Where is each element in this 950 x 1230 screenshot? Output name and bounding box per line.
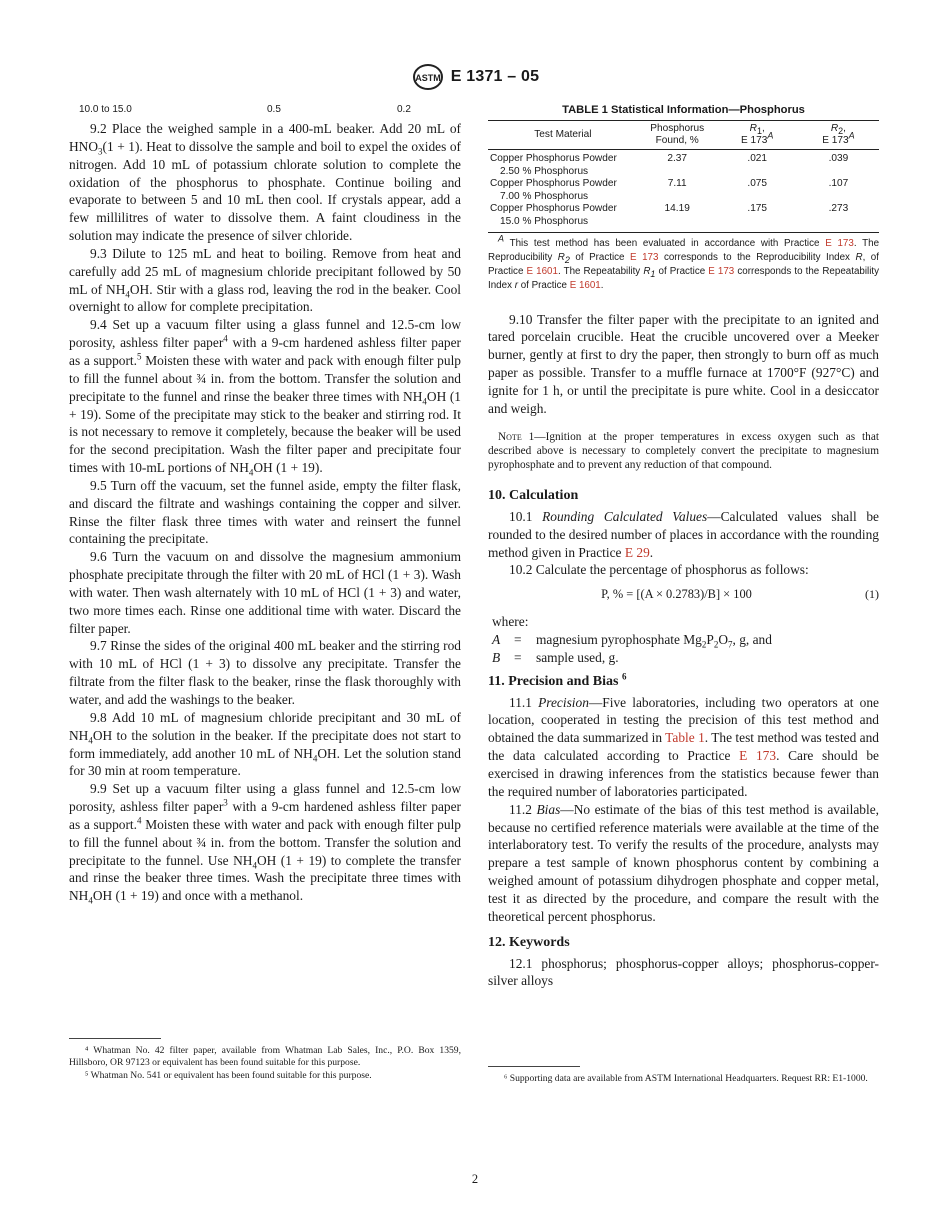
paragraph-9-7: 9.7 Rinse the sides of the original 400 mL beaker and the stirring rod with 10 mL of HCl (1 + 3) to dissolve any precipitate. Transfer the filtrate from the filter flask to the beaker, rinse the flask thoroughly with water, and add the washings to the beaker.: [69, 638, 461, 707]
definition-a: A = magnesium pyrophosphate $Mg_2P_2O_7$, g, and: [492, 632, 772, 650]
table-header-row: [488, 121, 879, 150]
paragraph-11-2: 11.2 Bias—No estimate of the bias of this test method is available, because no certified reference materials were available at the time of the interlaboratory test. To verify the results of the procedure, analysts may prepare a test sample of known phosphorus content by combining a weighed amount of potassium dihydrogen phosphate and copper metal, test it as directed by the procedure, and compare the result with the theoretical percent phosphorus.: [488, 801, 879, 924]
paragraph-9-8: 9.8 Add 10 mL of magnesium chloride precipitant and 30 mL of $NH_4OH$ to the solution in the beaker. If the precipitate does not start to form immediately, add another 10 mL of $NH_4OH$. Let the solution stand for 30 min at room temperature.: [69, 709, 461, 779]
link-e1601[interactable]: E 1601: [569, 279, 601, 291]
footnote-rule: [69, 1038, 161, 1039]
prev-cell: 10.0 to 15.0: [79, 104, 132, 115]
link-e29[interactable]: E 29: [624, 544, 650, 560]
found-cell: 7.11: [667, 178, 687, 190]
equation-body: P, % = [(A × 0.2783)/B] × 100: [601, 586, 752, 601]
section-10-heading: 10. Calculation: [488, 487, 579, 503]
r1-cell: .175: [717, 203, 798, 232]
r2-cell: .107: [828, 178, 849, 190]
note-1: Note 1—Ignition at the proper temperatures in excess oxygen such as that described above is necessary to completely convert the precipitate to magnesium pyrophosphate and to prevent any reduction of that compound.: [488, 430, 879, 472]
link-e1601[interactable]: E 1601: [526, 265, 558, 277]
left-column: [69, 104, 461, 905]
definition-b: B = sample used, g.: [492, 649, 619, 665]
paragraph-10-2: 10.2 Calculate the percentage of phosphorus as follows:: [509, 562, 809, 578]
footnote-5: ⁵ Whatman No. 541 or equivalent has been found suitable for this purpose.: [85, 1069, 372, 1081]
prev-cell: 0.5: [267, 104, 281, 115]
where-label: where:: [492, 614, 529, 630]
link-e173[interactable]: E 173: [825, 237, 854, 249]
right-column: [488, 104, 879, 990]
link-e173[interactable]: E 173: [708, 265, 735, 277]
document-id: E 1371 – 05: [450, 68, 540, 85]
section-12-heading: 12. Keywords: [488, 934, 570, 950]
r2-cell: .273: [798, 203, 879, 232]
page-number: 2: [471, 1172, 479, 1186]
paragraph-12-1: 12.1 phosphorus; phosphorus-copper alloys; phosphorus-copper-silver alloys: [488, 955, 879, 989]
astm-logo-icon: [411, 62, 445, 92]
material-cell: Copper Phosphorus Powder 7.00 % Phosphorus: [490, 178, 617, 202]
left-footnotes: [69, 1038, 461, 1082]
table-1-footnote: $^A$ This test method has been evaluated in accordance with Practice E 173. The Reproducibility $R_2$ of Practice E 173 corresponds to the Reproducibility Index R, of Practice E 1601. The Repeatability $R_1$ of Practice E 173 corresponds to the Repeatability Index r of Practice E 1601.: [488, 233, 880, 291]
prev-cell: 0.2: [397, 104, 411, 115]
previous-table-row: [69, 104, 461, 118]
link-e173[interactable]: E 173: [630, 251, 659, 263]
paragraph-9-2: 9.2 Place the weighed sample in a 400-mL beaker. Add 20 mL of $HNO_3(1 + 1)$. Heat to dissolve the sample and boil to expel the oxides of nitrogen. Add 10 mL of potassium chlorate solution to complete the oxidation of the phosphorus to phosphate. Continue boiling and evaporate to between 5 and 10 mL then cool. If crystals appear, add a few millilitres of water to dissolve them. A faint cloudiness in the solution may indicate the presence of silver chloride.: [69, 121, 461, 244]
material-cell: Copper Phosphorus Powder 2.50 % Phosphorus: [490, 153, 617, 177]
table-1: [488, 120, 879, 233]
paragraph-9-5: 9.5 Turn off the vacuum, set the funnel aside, empty the filter flask, and discard the filtrate and washings containing the copper and silver. Rinse the filter flask three times with water and reinsert the funnel containing the precipitate.: [69, 477, 461, 547]
paragraph-9-4: 9.4 Set up a vacuum filter using a glass funnel and 12.5-cm low porosity, ashless filter paper$^4$ with a 9-cm hardened ashless filter paper as a support.$^5$ Moisten these with water and pack with enough filter pulp to fill the funnel about ¾ in. from the bottom. Transfer the solution and precipitate to the funnel and rinse the beaker three times with $NH_4OH$ (1 + 19). Some of the precipitate may stick to the beaker and stirring rod. It is not necessary to remove it completely, because the beaker will be used for the second precipitation. Wash the filter paper and precipitate four times with 10-mL portions of $NH_4OH$ (1 + 19).: [69, 317, 462, 478]
table-row: [488, 150, 879, 179]
link-e173[interactable]: E 173: [739, 748, 777, 764]
right-footnotes: [488, 1066, 879, 1085]
material-cell: Copper Phosphorus Powder 15.0 % Phosphorus: [488, 203, 638, 232]
footnote-4: ⁴ Whatman No. 42 filter paper, available from Whatman Lab Sales, Inc., P.O. Box 1359, Hillsboro, OR 97123 or equivalent has been found suitable for this purpose.: [69, 1045, 461, 1069]
paragraph-9-10: 9.10 Transfer the filter paper with the precipitate to an ignited and tared porcelain crucible. Heat the crucible uncovered over a Meeker burner, gently at first to dry the paper, then strongly to burn off as much paper as possible. Transfer to a muffle furnace at 1700°F (927°C) and ignite for 1 h, or until the precipitate is pure white. Cool in a desiccator and weigh.: [488, 311, 879, 416]
r2-cell: .039: [828, 153, 849, 164]
paragraph-9-6: 9.6 Turn the vacuum on and dissolve the magnesium ammonium phosphate precipitate through the filter with 20 mL of HCl (1 + 3). Wash with water. Then wash alternately with 10 mL of HCl (1 + 3) and water, two more times each. Rinse one additional time with water. Discard the filter paper.: [69, 549, 461, 636]
paragraph-10-1: 10.1 Rounding Calculated Values—Calculated values shall be rounded to the desired number of places in accordance with the rounding method given in Practice E 29.: [488, 508, 879, 560]
paragraph-11-1: 11.1 Precision—Five laboratories, including two operators at one location, cooperated in testing the precision of this test method and obtained the data summarized in Table 1. The test method was tested and the data calculated according to Practice E 173. Care should be exercised in drawing inferences from the statistics because fewer than the required number of laboratories participated.: [488, 694, 879, 799]
found-cell: 2.37: [667, 153, 688, 164]
found-cell: 14.19: [638, 203, 717, 232]
r1-cell: .021: [747, 153, 768, 164]
paragraph-9-9: 9.9 Set up a vacuum filter using a glass funnel and 12.5-cm low porosity, ashless filter paper$^3$ with a 9-cm hardened ashless filter paper as a support.$^4$ Moisten these with water and pack with enough filter pulp to fill the funnel about ¾ in. from the bottom. Transfer the solution and precipitate to the funnel. Use $NH_4OH$ (1 + 19) to complete the transfer and rinse the beaker three times. Wash the precipitate three times with $NH_4OH$ (1 + 19) and once with a methanol.: [69, 781, 462, 906]
paragraph-9-3: 9.3 Dilute to 125 mL and heat to boiling. Remove from heat and carefully add 25 mL of magnesium chloride precipitant followed by 50 mL of $NH_4OH$. Stir with a glass rod, leaving the rod in the beaker. Cool overnight to allow for complete precipitation.: [69, 245, 461, 315]
table-row: [488, 203, 879, 232]
header-test-material: Test Material: [488, 121, 638, 150]
footnote-rule: [488, 1066, 580, 1067]
svg-text:ASTM: ASTM: [415, 73, 441, 83]
section-11-heading: 11. Precision and Bias $^6$: [488, 670, 627, 689]
header-r2: $R_2$, E $173^A$: [798, 121, 879, 150]
header-r1: $R_1$, E $173^A$: [717, 121, 798, 150]
footnote-6: ⁶ Supporting data are available from ASTM International Headquarters. Request RR: E1-1000.: [504, 1073, 868, 1084]
header-phosphorus-found: Phosphorus Found, %: [638, 121, 717, 150]
equation-number: (1): [865, 586, 879, 601]
equation-1: [488, 585, 879, 603]
table-row: [488, 178, 879, 203]
r1-cell: .075: [747, 178, 768, 190]
table-1-title: TABLE 1 Statistical Information—Phosphorus: [562, 104, 805, 116]
page-header: [0, 62, 950, 92]
link-table-1[interactable]: Table 1: [665, 730, 705, 746]
